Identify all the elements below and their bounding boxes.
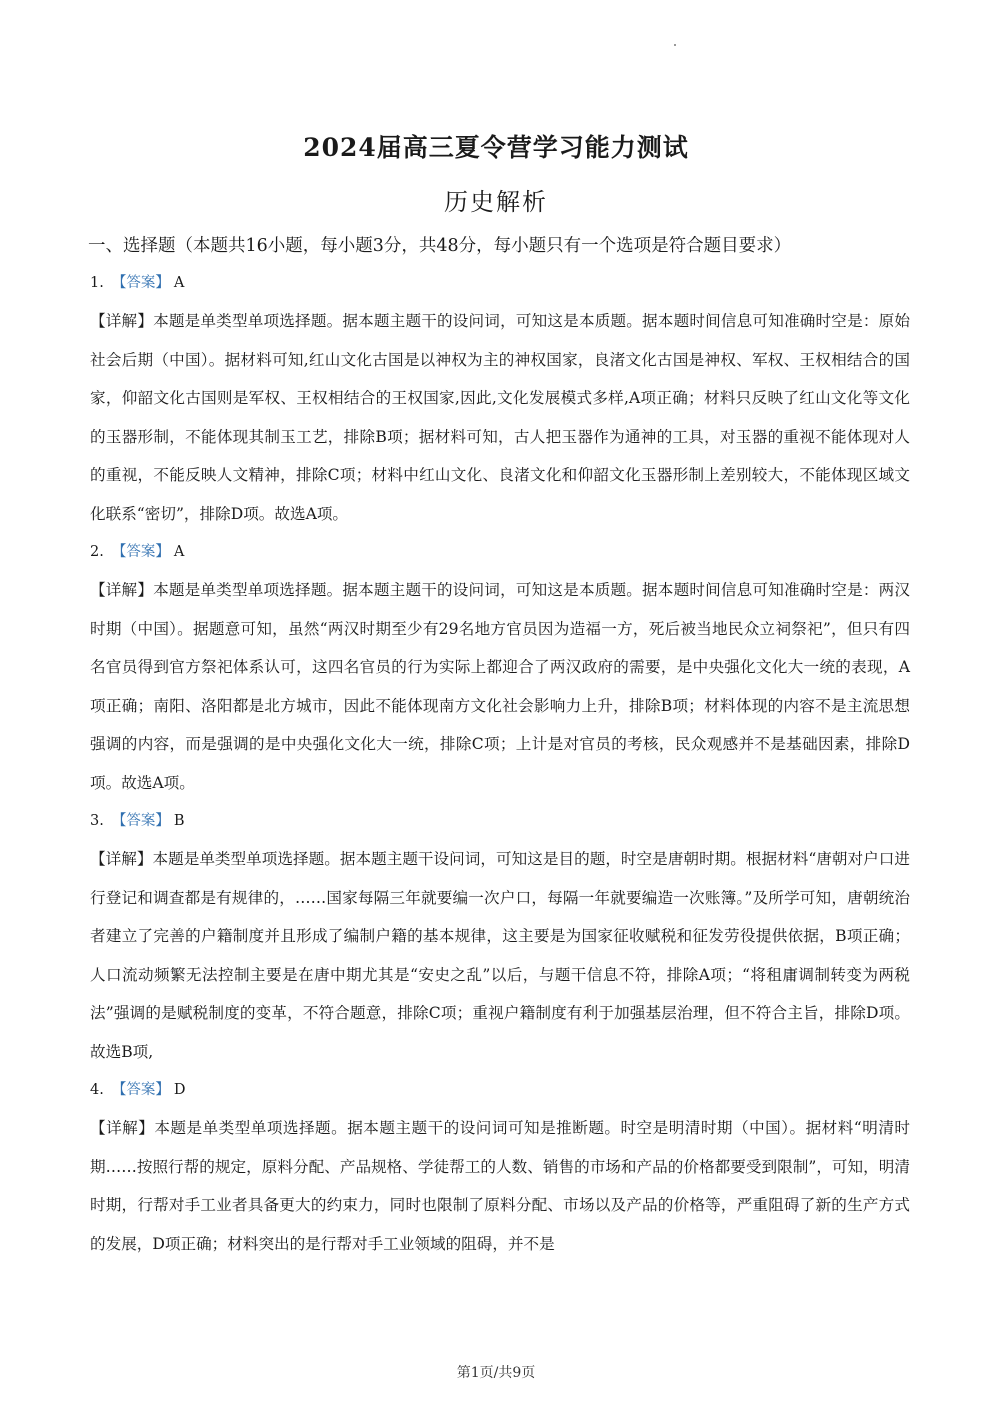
question-number: 2. <box>90 544 104 560</box>
detail-paragraph <box>90 1109 910 1263</box>
answer-line <box>90 264 910 302</box>
scan-dot <box>674 44 676 46</box>
detail-tag: 【详解】 <box>90 581 154 599</box>
question-list <box>90 264 910 1263</box>
detail-text: 本题是单类型单项选择题。据本题主题干的设问词，可知这是本质题。据本题时间信息可知准确时空是：两汉时期（中国）。据题意可知，虽然“两汉时期至少有29名地方官员因为造福一方，死后被当地民众立祠祭祀”，但只有四名官员得到官方祭祀体系认可，这四名官员的行为实际上都迎合了两汉政府的需要，是中央强化文化大一统的表现，A项正确；南阳、洛阳都是北方城市，因此不能体现南方文化社会影响力上升，排除B项；材料体现的内容不是主流思想强调的内容，而是强调的是中央强化文化大一统，排除C项；上计是对官员的考核，民众观感并不是基础因素，排除D项。故选A项。 <box>90 581 910 792</box>
detail-paragraph <box>90 571 910 802</box>
answer-value: D <box>173 1082 186 1098</box>
detail-text: 本题是单类型单项选择题。据本题主题干的设问词可知是推断题。时空是明清时期（中国）。据材料“明清时期……按照行帮的规定，原料分配、产品规格、学徒帮工的人数、销售的市场和产品的价格都要受到限制”，可知，明清时期，行帮对手工业者具备更大的约束力，同时也限制了原料分配、市场以及产品的价格等，严重阻碍了新的生产方式的发展，D项正确；材料突出的是行帮对手工业领域的阻碍，并不是 <box>90 1119 910 1253</box>
detail-text: 本题是单类型单项选择题。据本题主题干设问词，可知这是目的题，时空是唐朝时期。根据材料“唐朝对户口进行登记和调查都是有规律的，……国家每隔三年就要编一次户口，每隔一年就要编造一次账簿。”及所学可知，唐朝统治者建立了完善的户籍制度并且形成了编制户籍的基本规律，这主要是为国家征收赋税和征发劳役提供依据，B项正确；人口流动频繁无法控制主要是在唐中期尤其是“安史之乱”以后，与题干信息不符，排除A项；“将租庸调制转变为两税法”强调的是赋税制度的变革，不符合题意，排除C项；重视户籍制度有利于加强基层治理，但不符合主旨，排除D项。故选B项, <box>90 850 910 1061</box>
answer-line <box>90 802 910 840</box>
answer-tag: 【答案】 <box>111 275 170 291</box>
section-heading: 一、选择题（本题共16小题，每小题3分，共48分，每小题只有一个选项是符合题目要求） <box>88 236 792 256</box>
answer-value: B <box>173 813 185 829</box>
detail-tag: 【详解】 <box>90 1119 155 1137</box>
answer-tag: 【答案】 <box>111 813 170 829</box>
question-number: 4. <box>90 1082 104 1098</box>
page-footer: 第1页/共9页 <box>456 1365 536 1381</box>
question-number: 3. <box>90 813 104 829</box>
detail-tag: 【详解】 <box>90 312 154 330</box>
question-number: 1. <box>90 275 104 291</box>
detail-paragraph <box>90 840 910 1071</box>
answer-line <box>90 1071 910 1109</box>
detail-text: 本题是单类型单项选择题。据本题主题干的设问词，可知这是本质题。据本题时间信息可知准确时空是：原始社会后期（中国）。据材料可知,红山文化古国是以神权为主的神权国家，良渚文化古国是神权、军权、王权相结合的国家，仰韶文化古国则是军权、王权相结合的王权国家,因此,文化发展模式多样,A项正确；材料只反映了红山文化等文化的玉器形制，不能体现其制玉工艺，排除B项；据材料可知，古人把玉器作为通神的工具，对玉器的重视不能体现对人的重视，不能反映人文精神，排除C项；材料中红山文化、良渚文化和仰韶文化玉器形制上差别较大，不能体现区域文化联系“密切”，排除D项。故选A项。 <box>90 312 910 523</box>
answer-value: A <box>173 544 185 560</box>
page-subtitle: 历史解析 <box>444 188 548 216</box>
detail-tag: 【详解】 <box>90 850 153 868</box>
detail-paragraph <box>90 302 910 533</box>
answer-tag: 【答案】 <box>111 1082 170 1098</box>
page-title: 2024届高三夏令营学习能力测试 <box>303 133 689 162</box>
answer-tag: 【答案】 <box>111 544 170 560</box>
answer-line <box>90 533 910 571</box>
answer-value: A <box>173 275 185 291</box>
